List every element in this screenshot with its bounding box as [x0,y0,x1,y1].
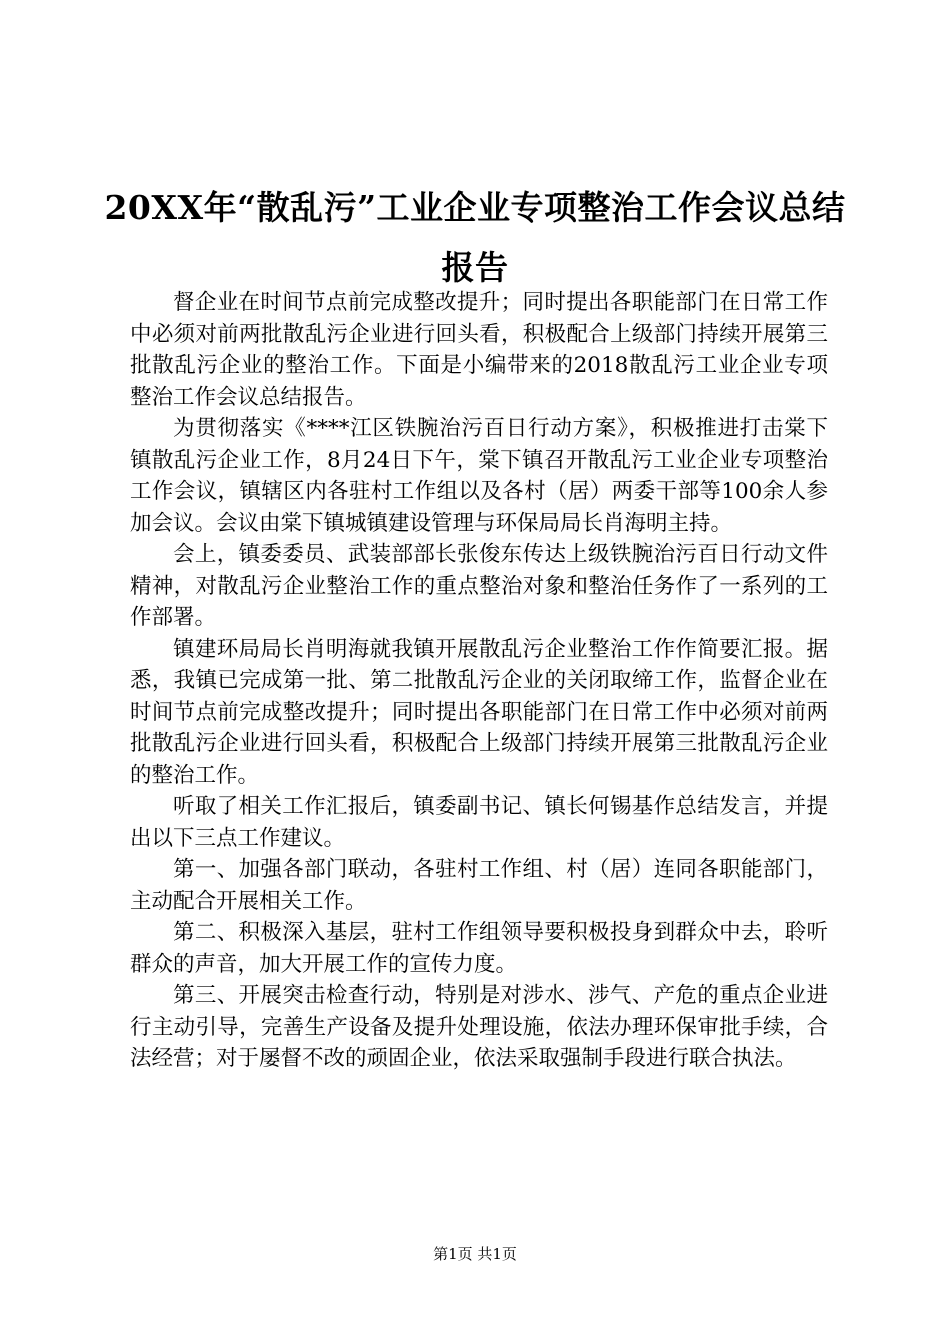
paragraph: 第二、积极深入基层，驻村工作组领导要积极投身到群众中去，聆听群众的声音，加大开展工作的宣传力度。 [130,920,828,977]
document-body [130,287,828,1075]
paragraph: 为贯彻落实《****江区铁腕治污百日行动方案》，积极推进打击棠下镇散乱污企业工作，8月24日下午，棠下镇召开散乱污工业企业专项整治工作会议，镇辖区内各驻村工作组以及各村（居）两委干部等100余人参加会议。会议由棠下镇城镇建设管理与环保局局长肖海明主持。 [130,416,828,536]
paragraph: 镇建环局局长肖明海就我镇开展散乱污企业整治工作作简要汇报。据悉，我镇已完成第一批、第二批散乱污企业的关闭取缔工作，监督企业在时间节点前完成整改提升；同时提出各职能部门在日常工作中必须对前两批散乱污企业进行回头看，积极配合上级部门持续开展第三批散乱污企业的整治工作。 [130,636,828,788]
paragraph: 第一、加强各部门联动，各驻村工作组、村（居）连同各职能部门，主动配合开展相关工作。 [130,857,828,914]
paragraph: 会上，镇委委员、武装部部长张俊东传达上级铁腕治污百日行动文件精神，对散乱污企业整治工作的重点整治对象和整治任务作了一系列的工作部署。 [130,542,828,630]
paragraph: 听取了相关工作汇报后，镇委副书记、镇长何锡基作总结发言，并提出以下三点工作建议。 [130,794,828,851]
paragraph: 第三、开展突击检查行动，特别是对涉水、涉气、产危的重点企业进行主动引导，完善生产设备及提升处理设施，依法办理环保审批手续，合法经营；对于屡督不改的顽固企业，依法采取强制手段进行联合执法。 [130,983,828,1071]
paragraph: 督企业在时间节点前完成整改提升；同时提出各职能部门在日常工作中必须对前两批散乱污企业进行回头看，积极配合上级部门持续开展第三批散乱污企业的整治工作。下面是小编带来的2018散乱污工业企业专项整治工作会议总结报告。 [130,290,828,410]
document-title: 20XX年“散乱污”工业企业专项整治工作会议总结报告 [104,188,846,287]
page-footer: 第1页 共1页 [433,1245,517,1263]
